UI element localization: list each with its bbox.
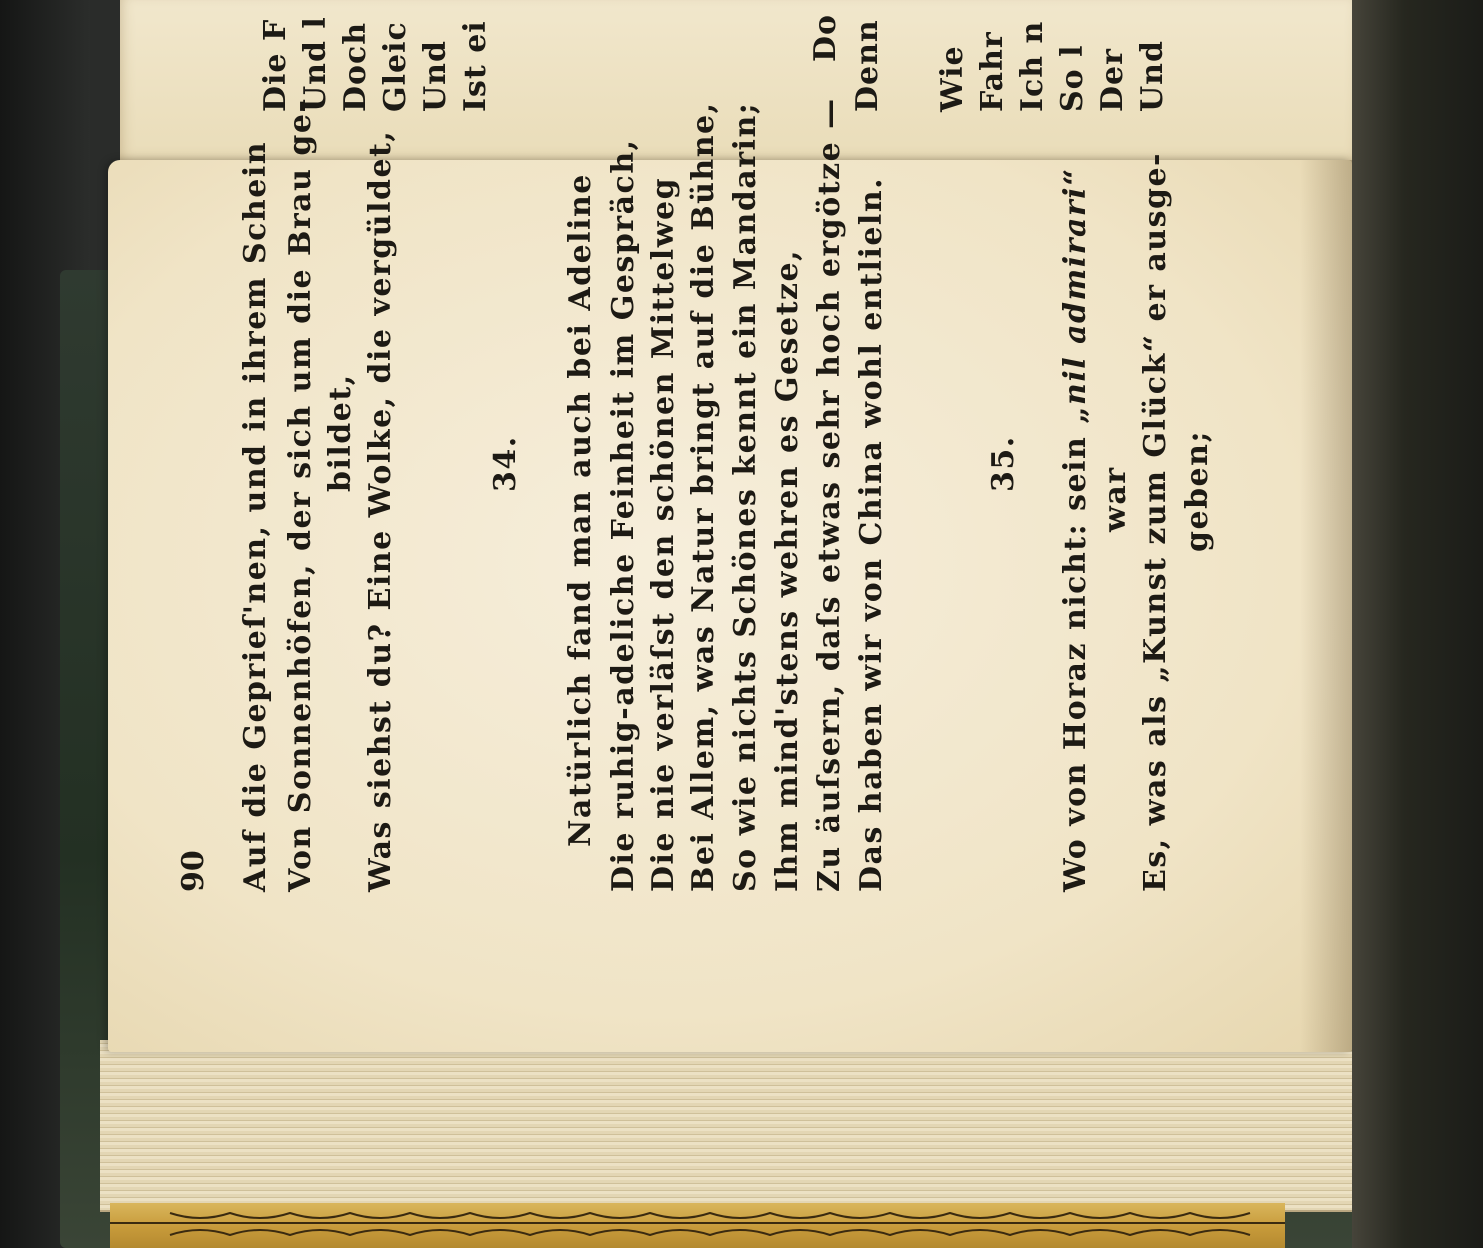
facing-page-line: Der <box>1095 48 1130 112</box>
page-text-block <box>108 97 1352 1052</box>
poem-line: Zu äuſsern, daſs etwas sehr hoch ergötze — <box>812 97 847 892</box>
poem-line: Das haben wir von China wohl entlieln. <box>854 176 889 892</box>
facing-page-line: Und <box>1135 40 1170 112</box>
stanza-number: 35. <box>986 435 1021 492</box>
facing-page-line: Gleic <box>378 21 413 112</box>
page-edges <box>100 1040 1355 1212</box>
page-number: 90 <box>176 850 211 892</box>
poem-line: Es, was als „Kunst zum Glück“ er ausge- <box>1138 151 1173 892</box>
poem-line: Ihm mind'stens wehren es Gesetze, <box>770 248 805 892</box>
facing-page-line: Doch <box>338 21 373 112</box>
facing-page-line: Die F <box>258 18 293 112</box>
poem-line: So wie nichts Schönes kennt ein Mandarin; <box>728 101 763 892</box>
poem-line: Auf die Geprieſ'nen, und in ihrem Schein <box>238 140 273 892</box>
line-prefix: Wo von Horaz nicht: sein „ <box>1058 404 1093 892</box>
gilt-page-edge <box>110 1203 1285 1248</box>
poem-line: bildet, <box>323 373 358 492</box>
poem-line: Von Sonnenhöfen, der sich um die Brau ge- <box>283 98 318 892</box>
poem-line: Was siehst du? Eine Wolke, die vergüldet, <box>363 129 398 892</box>
facing-page-line: Do <box>808 13 843 62</box>
facing-page-line: Ist ei <box>458 20 493 112</box>
stanza-number: 34. <box>488 435 523 492</box>
poem-line: Die nie verläſst den schönen Mittelweg <box>646 176 681 892</box>
facing-page-line: Und l <box>298 16 333 112</box>
poem-line: Die ruhig-adeliche Feinheit im Gespräch, <box>606 138 641 892</box>
poem-line: Bei Allem, was Natur bringt auf die Bühne, <box>686 101 721 892</box>
closing-quote: “ <box>1058 167 1093 186</box>
book-spine-edge <box>1352 0 1483 1248</box>
facing-page-line: Denn <box>850 19 885 112</box>
poem-line: geben; <box>1180 429 1215 552</box>
poem-line <box>1058 167 1093 892</box>
poem-line: war <box>1098 466 1133 532</box>
facing-page-line: Wie <box>935 45 970 112</box>
latin-phrase: nil admirari <box>1058 185 1093 405</box>
facing-page-line: Ich n <box>1015 20 1050 112</box>
poem-line: Natürlich fand man auch bei Adeline <box>563 173 598 847</box>
facing-page-line: Fahr <box>975 31 1010 112</box>
facing-page-line: So l <box>1055 44 1090 112</box>
facing-page-line: Und <box>418 40 453 112</box>
